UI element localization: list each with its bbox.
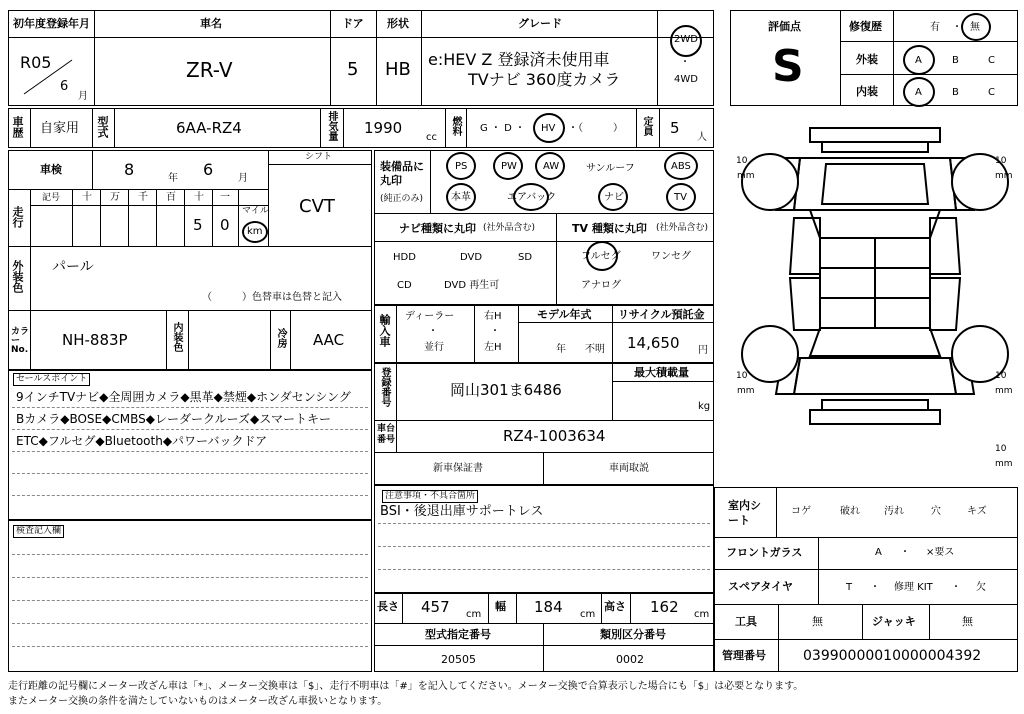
tv-oneseg: ワンセグ	[651, 251, 691, 262]
reg-year-label: 初年度登録年月	[13, 17, 90, 30]
sales-line-3: ETC◆フルセグ◆Bluetooth◆パワーバックドア	[16, 434, 268, 448]
navi-hdd: HDD	[393, 252, 416, 263]
repair-no: 無	[970, 22, 980, 33]
manual-doc: 車両取説	[609, 463, 649, 474]
model-label: 型式	[96, 116, 109, 138]
exterior-label: 外装	[856, 53, 878, 66]
equip-aw: AW	[543, 161, 560, 172]
fuel-options: G ・ D ・	[480, 123, 525, 134]
mileage-digit-ones: 0	[220, 216, 230, 234]
import-left-h: 左H	[484, 342, 502, 353]
displacement: 1990	[364, 119, 403, 137]
color-label: 外装色	[11, 260, 24, 293]
interior-label: 内装	[856, 85, 878, 98]
seat-label: 室内シート	[728, 499, 761, 528]
manage-number: 03990000010000004392	[803, 648, 982, 664]
seat-dirt: 汚れ	[884, 506, 904, 517]
vehicle-history: 自家用	[40, 121, 80, 136]
import-dot: ・	[428, 326, 438, 337]
jack-label: ジャッキ	[872, 615, 916, 628]
model: 6AA-RZ4	[176, 119, 242, 137]
tv-analog: アナログ	[581, 280, 621, 291]
grade-line1: e:HEV Z 登録済未使用車	[428, 50, 610, 69]
warranty-doc: 新車保証書	[433, 463, 483, 474]
equip-sunroof: サンルーフ	[586, 163, 635, 174]
doors-label: ドア	[342, 17, 364, 30]
class-no-value: 0002	[616, 653, 644, 666]
displacement-label: 排気量	[326, 111, 337, 141]
tread-front-right: 10	[995, 156, 1007, 166]
mileage-digit-tens: 5	[193, 216, 203, 234]
car-name-label: 車名	[200, 17, 222, 30]
equip-pw: PW	[501, 161, 517, 172]
tread-spare-mm: mm	[995, 459, 1013, 469]
seat-burn: コゲ	[791, 506, 811, 517]
type-no-label: 型式指定番号	[425, 628, 491, 641]
grade-line2: TVナビ 360度カメラ	[468, 70, 621, 89]
shape: HB	[385, 59, 411, 80]
max-load-label: 最大積載量	[634, 366, 689, 379]
tread-front-right-mm: mm	[995, 171, 1013, 181]
registration-label: 登録番号	[379, 367, 390, 407]
notes-text: BSI・後退出庫サポートレス	[380, 504, 544, 519]
import-right-h: 右H	[484, 311, 502, 322]
import-parallel: 並行	[424, 342, 444, 353]
color-code-label: カラーNo.	[11, 327, 30, 355]
spare-dot: ・	[870, 582, 880, 593]
digit-label-4: 百	[166, 192, 176, 203]
digit-label-6: 一	[220, 192, 230, 203]
navi-dvd: DVD	[460, 252, 483, 263]
ext-a: A	[915, 55, 922, 66]
equip-abs: ABS	[671, 161, 691, 172]
spare-t: T	[846, 582, 853, 593]
eval-label: 評価点	[768, 20, 801, 33]
spare-dot-2: ・	[951, 582, 961, 593]
inspector-label: 検査記入欄	[13, 525, 64, 538]
navi-type-label: ナビ種類に丸印	[399, 222, 476, 235]
fuel-label: 燃料	[450, 116, 461, 136]
fuel-other: ・（ ）	[568, 123, 623, 134]
shift: CVT	[299, 196, 335, 217]
inspection-month-unit: 月	[238, 173, 248, 184]
spare-kit: 修理 KIT	[894, 582, 933, 593]
mile-label: マイル	[242, 206, 269, 216]
int-a: A	[915, 87, 922, 98]
inspection-month: 6	[203, 160, 214, 179]
drive-2wd: 2WD	[674, 34, 698, 45]
tread-front-left: 10	[736, 156, 748, 166]
footer-line-1: 走行距離の記号欄にメーター改ざん車は「*」、メーター交換車は「$」、走行不明車は「#」を記入してください。メーター交換で合算表示した場合にも「$」は必要となります。	[8, 681, 804, 692]
tread-rear-left-mm: mm	[737, 386, 755, 396]
notes-label: 注意事項・不具合箇所	[382, 490, 478, 503]
chassis-label: 車台番号	[377, 424, 396, 445]
month-unit: 月	[78, 91, 88, 102]
tread-rear-left: 10	[736, 371, 748, 381]
interior-color-label: 内装色	[171, 322, 182, 352]
height-cm: cm	[694, 609, 710, 620]
slash-line	[22, 58, 82, 98]
footer-line-2: またメーター交換の条件を満たしていないものはメーター改ざん車扱いとなります。	[8, 696, 388, 707]
tools-label: 工具	[735, 615, 757, 628]
tv-fullseg: フルセグ	[581, 251, 621, 262]
yen-unit: 円	[698, 345, 708, 356]
equip-tv: TV	[674, 192, 687, 203]
tv-type-sub: (社外品含む)	[656, 223, 709, 233]
capacity: 5	[670, 119, 680, 137]
length-label: 長さ	[377, 600, 399, 613]
int-c: C	[988, 87, 995, 98]
model-year-label: モデル年式	[537, 308, 592, 321]
equip-airbag: エアバック	[507, 192, 557, 203]
windshield-label: フロントガラス	[726, 546, 803, 559]
int-b: B	[952, 87, 959, 98]
digit-label-3: 千	[138, 192, 148, 203]
repair-label: 修復歴	[849, 20, 882, 33]
seat-scratch: キズ	[967, 506, 987, 517]
drive-4wd: 4WD	[674, 74, 698, 85]
inspection-year: 8	[124, 160, 135, 179]
car-body-diagram	[730, 118, 1020, 478]
navi-sd: SD	[518, 252, 533, 263]
kg-unit: kg	[698, 401, 711, 412]
height-value: 162	[650, 598, 679, 616]
windshield-dot: ・	[900, 547, 910, 558]
recycle-value: 14,650	[627, 334, 680, 352]
digit-label-5: 十	[194, 192, 204, 203]
car-name: ZR-V	[186, 58, 233, 82]
color-code: NH-883P	[62, 331, 128, 349]
jack-value: 無	[962, 615, 973, 628]
windshield-replace: ×要ス	[926, 547, 955, 558]
width-label: 幅	[495, 600, 506, 613]
import-dot-2: ・	[490, 326, 500, 337]
equip-ps: PS	[455, 161, 468, 172]
navi-dvd-play: DVD 再生可	[444, 280, 500, 291]
mileage-label: 走行	[11, 206, 24, 228]
sales-line-2: Bカメラ◆BOSE◆CMBS◆レーダークルーズ◆スマートキー	[16, 412, 331, 426]
km-label: km	[247, 226, 263, 237]
drive-dot: ・	[680, 57, 690, 68]
windshield-a: A	[875, 547, 882, 558]
import-label: 輸入車	[378, 314, 391, 347]
equip-label: 装備品に丸印	[380, 160, 424, 188]
model-year-unit: 年	[556, 344, 566, 355]
class-no-label: 類別区分番号	[600, 628, 666, 641]
tread-rear-right: 10	[995, 371, 1007, 381]
recycle-label: リサイクル預託金	[618, 308, 705, 321]
navi-type-sub: (社外品含む)	[483, 223, 536, 233]
length-cm: cm	[466, 609, 482, 620]
color-value: パール	[52, 259, 94, 275]
digit-label-2: 万	[110, 192, 120, 203]
ext-b: B	[952, 55, 959, 66]
shift-label: シフト	[305, 152, 333, 162]
capacity-label: 定員	[641, 116, 652, 136]
chassis-number: RZ4-1003634	[503, 427, 606, 445]
tools-value: 無	[812, 615, 823, 628]
shape-label: 形状	[387, 17, 409, 30]
inspection-year-unit: 年	[168, 173, 178, 184]
width-cm: cm	[580, 609, 596, 620]
spare-none: 欠	[976, 582, 986, 593]
height-label: 高さ	[604, 600, 626, 613]
cooler-label: 冷房	[275, 328, 286, 348]
navi-cd: CD	[397, 280, 412, 291]
import-dealer: ディーラー	[405, 311, 455, 322]
width-value: 184	[534, 598, 563, 616]
dot: ・	[952, 22, 962, 33]
length-value: 457	[421, 598, 450, 616]
inspector-block	[8, 520, 372, 672]
spare-label: スペアタイヤ	[728, 580, 794, 593]
manage-label: 管理番号	[722, 649, 766, 662]
tv-type-label: TV 種類に丸印	[572, 222, 647, 235]
sales-label: セールスポイント	[13, 373, 90, 386]
grade-label: グレード	[518, 17, 562, 30]
sales-line-1: 9インチTVナビ◆全周囲カメラ◆黒革◆禁煙◆ホンダセンシング	[16, 390, 351, 404]
doors: 5	[347, 59, 359, 80]
fuel-hv: HV	[541, 123, 556, 134]
cooler: AAC	[313, 331, 345, 349]
equip-leather: 本革	[451, 192, 471, 203]
cc-unit: cc	[426, 132, 437, 143]
reg-month: 6	[60, 79, 69, 94]
person-unit: 人	[697, 132, 707, 143]
repair-yes: 有	[930, 22, 940, 33]
vehicle-history-label: 車歴	[11, 116, 24, 138]
seat-hole: 穴	[931, 506, 941, 517]
digit-label-1: 十	[82, 192, 92, 203]
tread-rear-right-mm: mm	[995, 386, 1013, 396]
inspection-label: 車検	[40, 163, 62, 176]
registration-number: 岡山301ま6486	[450, 381, 562, 399]
seat-tear: 破れ	[840, 506, 860, 517]
eval-score: S	[772, 41, 804, 92]
ext-c: C	[988, 55, 995, 66]
reg-year: R05	[20, 53, 52, 72]
equip-navi: ナビ	[604, 192, 624, 203]
color-note: （ ）色替車は色替と記入	[202, 292, 342, 303]
model-year-unknown: 不明	[585, 344, 605, 355]
mileage-code-label: 記号	[42, 193, 61, 203]
tread-front-left-mm: mm	[737, 171, 755, 181]
equip-label-sub: (純正のみ)	[380, 194, 424, 204]
tread-spare: 10	[995, 444, 1007, 454]
type-no-value: 20505	[441, 653, 476, 666]
